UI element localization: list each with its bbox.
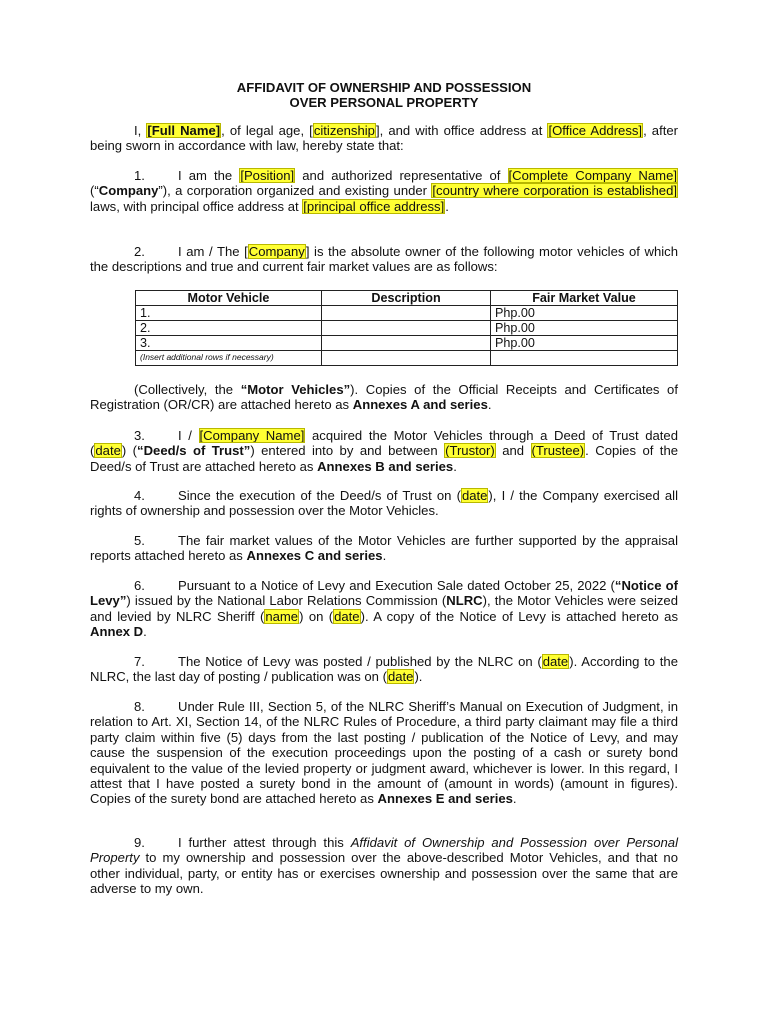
- table-cell: Php.00: [491, 321, 678, 336]
- date-placeholder: date: [95, 443, 121, 459]
- table-header: Motor Vehicle: [136, 291, 322, 306]
- date-placeholder: date: [542, 654, 569, 669]
- table-row: [136, 336, 678, 351]
- paragraph-number: 3.: [134, 428, 145, 443]
- table-cell: Php.00: [491, 306, 678, 321]
- title-line-2: OVER PERSONAL PROPERTY: [289, 95, 479, 110]
- table-cell: [322, 351, 491, 366]
- table-note: (Insert additional rows if necessary): [136, 351, 322, 366]
- position-placeholder: [Position]: [240, 168, 295, 183]
- table-header-row: [136, 291, 678, 306]
- table-cell: [322, 306, 491, 321]
- full-name-placeholder: [Full Name]: [147, 123, 221, 138]
- office-address-placeholder: [Office Address]: [548, 123, 643, 138]
- paragraph-5: 5. The fair market values of the Motor Vehicles are further supported by the appraisal reports attached hereto as Annexes C and series.: [90, 533, 678, 564]
- principal-office-placeholder: [principal office address]: [303, 198, 445, 214]
- table-cell: Php.00: [491, 336, 678, 351]
- paragraph-1: 1. I am the [Position] and authorized representative of [Complete Company Name] (“Company”), a corporation organized and existing under [country where corporation is established] laws, with principal office address at [principal office address].: [90, 168, 677, 214]
- paragraph-3: 3. I / [Company Name] acquired the Motor Vehicles through a Deed of Trust dated (date) (“Deed/s of Trust”) entered into by and between (Trustor) and (Trustee). Copies of the Deed/s of Trust are attached hereto as Annexes B and series.: [90, 428, 679, 474]
- company-name-placeholder: [Complete Company Name]: [508, 168, 677, 183]
- table-cell: [491, 351, 678, 366]
- paragraph-number: 8.: [134, 699, 145, 714]
- table-cell: 3.: [136, 336, 322, 351]
- paragraph-9: 9. I further attest through this Affidavit of Ownership and Possession over Personal Property to my ownership and possession over the above-described Motor Vehicles, and that no other individual, party, or entity has or exercises ownership and possession over the same that are adverse to my own.: [90, 835, 678, 897]
- paragraph-6: 6. Pursuant to a Notice of Levy and Execution Sale dated October 25, 2022 (“Notice of Levy”) issued by the National Labor Relations Commission (NLRC), the Motor Vehicles were seized and levied by NLRC Sheriff (name) on (date). A copy of the Notice of Levy is attached hereto as Annex D.: [90, 578, 678, 640]
- table-cell: [322, 321, 491, 336]
- paragraph-2: 2. I am / The [Company] is the absolute owner of the following motor vehicles of which the descriptions and true and current fair market values are as follows:: [90, 244, 678, 275]
- title-line-1: AFFIDAVIT OF OWNERSHIP AND POSSESSION: [236, 80, 532, 95]
- country-placeholder: [country where corporation is established]: [432, 183, 677, 199]
- citizenship-placeholder: citizenship: [313, 123, 375, 138]
- paragraph-number: 1.: [134, 168, 145, 183]
- table-cell: 1.: [136, 306, 322, 321]
- trustee-placeholder: (Trustee): [531, 443, 585, 459]
- paragraph-number: 5.: [134, 533, 145, 548]
- date-placeholder: date: [461, 488, 488, 503]
- paragraph-number: 7.: [134, 654, 145, 669]
- table-cell: 2.: [136, 321, 322, 336]
- paragraph-7: 7. The Notice of Levy was posted / published by the NLRC on (date). According to the NLRC, the last day of posting / publication was on (date).: [90, 654, 678, 685]
- trustor-placeholder: (Trustor): [445, 443, 495, 459]
- collectively-paragraph: (Collectively, the “Motor Vehicles”). Copies of the Official Receipts and Certificates of Registration (OR/CR) are attached hereto as Annexes A and series.: [90, 382, 678, 413]
- intro-paragraph: I, [Full Name], of legal age, [citizenship], and with office address at [Office Address], after being sworn in accordance with law, hereby state that:: [90, 123, 679, 154]
- paragraph-number: 6.: [134, 578, 145, 593]
- paragraph-8: 8. Under Rule III, Section 5, of the NLRC Sheriff’s Manual on Execution of Judgment, in relation to Art. XI, Section 14, of the NLRC Rules of Procedure, a third party claimant may file a third party claim within five (5) days from the last posting / publication of the Notice of Levy, and may cause the suspension of the execution proceedings upon the posting of a cash or surety bond equivalent to the value of the levied property or judgment award, whichever is lower. In this regard, I attest that I have posted a surety bond in the amount of (amount in words) (amount in figures). Copies of the surety bond are attached hereto as Annexes E and series.: [90, 699, 678, 807]
- date-placeholder: date: [334, 608, 360, 624]
- table-header: Fair Market Value: [491, 291, 678, 306]
- company-placeholder: Company: [248, 244, 305, 259]
- paragraph-number: 4.: [134, 488, 145, 503]
- paragraph-number: 2.: [134, 244, 145, 259]
- table-cell: [322, 336, 491, 351]
- table-row: [136, 351, 678, 366]
- motor-vehicle-table: [135, 290, 678, 366]
- date-placeholder: date: [387, 669, 414, 685]
- table-row: [136, 321, 678, 336]
- table-row: [136, 306, 678, 321]
- paragraph-4: 4. Since the execution of the Deed/s of Trust on (date), I / the Company exercised all rights of ownership and possession over the Motor Vehicles.: [90, 488, 678, 519]
- sheriff-name-placeholder: name: [265, 608, 299, 624]
- paragraph-number: 9.: [134, 835, 145, 850]
- company-name-placeholder: [Company Name]: [199, 428, 305, 443]
- document-title: [90, 80, 678, 110]
- table-header: Description: [322, 291, 491, 306]
